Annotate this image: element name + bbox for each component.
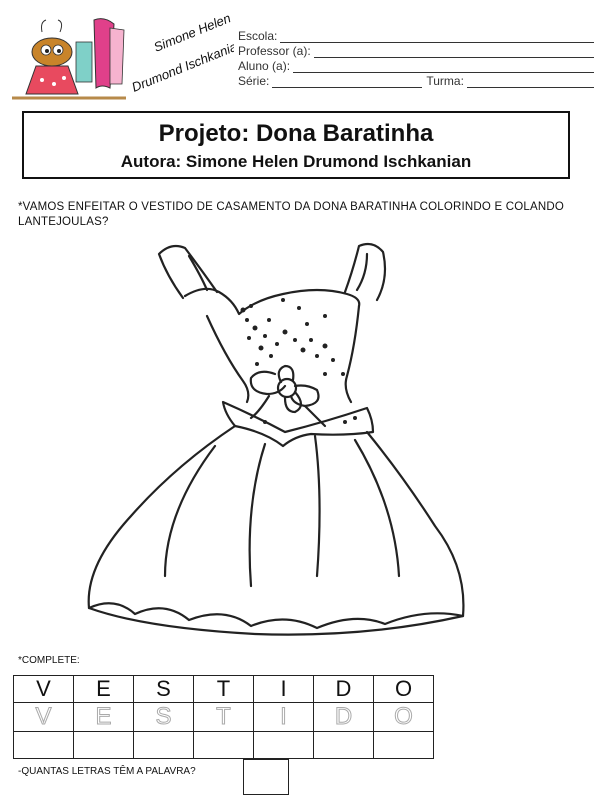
professor-field (238, 43, 594, 58)
dress-drawing (55, 236, 495, 641)
letter-cell: I (254, 676, 314, 703)
escola-label: Escola: (238, 29, 278, 43)
trace-cell[interactable]: O (374, 703, 434, 732)
aluno-label: Aluno (a): (238, 59, 291, 73)
instruction-text: *VAMOS ENFEITAR O VESTIDO DE CASAMENTO DA DONA BARATINHA COLORINDO E COLANDO LANTEJOULAS? (18, 201, 564, 228)
turma-line[interactable] (467, 76, 594, 88)
trace-cell[interactable]: T (194, 703, 254, 732)
wedding-dress-icon (55, 236, 495, 641)
blank-cell[interactable] (74, 732, 134, 759)
model-letters-row (14, 676, 434, 703)
logo-name-line2: Drumond Ischkanian (129, 36, 234, 95)
letter-cell: V (14, 676, 74, 703)
title-box (22, 111, 570, 179)
aluno-field (238, 58, 594, 73)
blank-cell[interactable] (194, 732, 254, 759)
letter-cell: D (314, 676, 374, 703)
professor-line[interactable] (314, 46, 594, 58)
blank-cell[interactable] (14, 732, 74, 759)
serie-line[interactable] (272, 76, 422, 88)
trace-cell[interactable]: E (74, 703, 134, 732)
letter-cell: E (74, 676, 134, 703)
aluno-line[interactable] (293, 61, 594, 73)
trace-cell[interactable]: D (314, 703, 374, 732)
trace-cell[interactable]: I (254, 703, 314, 732)
letter-cell: O (374, 676, 434, 703)
letter-count-question: -QUANTAS LETRAS TÊM A PALAVRA? (18, 766, 196, 777)
letters-grid (13, 675, 434, 759)
blank-cell[interactable] (134, 732, 194, 759)
complete-label: *COMPLETE: (18, 655, 80, 666)
escola-line[interactable] (280, 31, 594, 43)
blank-cell[interactable] (374, 732, 434, 759)
letter-cell: T (194, 676, 254, 703)
escola-field (238, 28, 594, 43)
letter-count-answer-box[interactable] (243, 759, 289, 795)
blank-cell[interactable] (254, 732, 314, 759)
project-title: Projeto: Dona Baratinha (158, 120, 434, 147)
blank-letters-row (14, 732, 434, 759)
dona-baratinha-illustration (6, 14, 234, 106)
header-fields (238, 28, 594, 88)
serie-label: Série: (238, 74, 270, 88)
letter-cell: S (134, 676, 194, 703)
blank-cell[interactable] (314, 732, 374, 759)
serie-turma-field (238, 73, 594, 88)
trace-cell[interactable]: S (134, 703, 194, 732)
professor-label: Professor (a): (238, 44, 311, 58)
trace-cell[interactable]: V (14, 703, 74, 732)
logo-name-line1: Simone Helen (151, 14, 233, 55)
trace-letters-row (14, 703, 434, 732)
author-subtitle: Autora: Simone Helen Drumond Ischkanian (120, 152, 472, 171)
author-logo (6, 14, 234, 106)
turma-label: Turma: (426, 74, 464, 88)
